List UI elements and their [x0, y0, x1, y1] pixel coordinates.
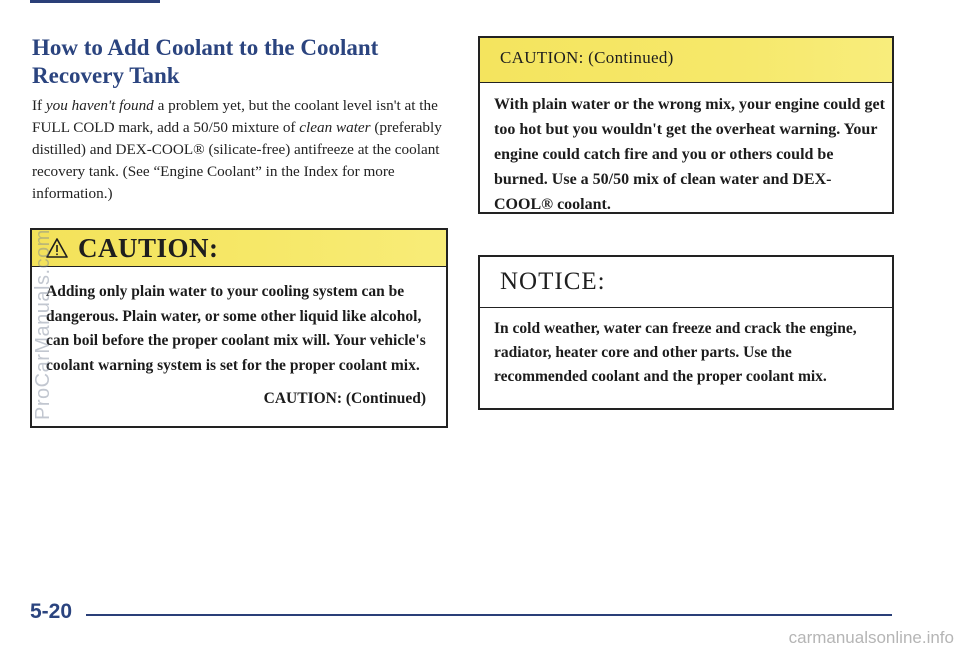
caution-body: Adding only plain water to your cooling system can be dangerous. Plain water, or some other liquid like alcohol, can boil before the proper coolant mix will. Your vehicle's coolant warning system is set for the proper coolant mix. [46, 283, 426, 374]
caution-continued-title: CAUTION: (Continued) [500, 48, 674, 67]
notice-box [478, 255, 894, 410]
intro-text-2: a problem yet, but the coolant level isn't at the FULL COLD mark, add a 50/50 mixture of [32, 97, 438, 136]
caution-continued-label: CAUTION: (Continued) [263, 390, 426, 407]
section-title: How to Add Coolant to the Coolant Recovery Tank [32, 35, 379, 88]
intro-text-1: If [32, 97, 46, 114]
notice-header [480, 257, 892, 308]
bottom-rule [86, 614, 892, 616]
top-rule [30, 0, 160, 3]
caution-box [30, 228, 448, 428]
notice-title: NOTICE: [500, 268, 606, 295]
intro-text-3: (preferably distilled) and DEX-COOL® (silicate-free) antifreeze at the coolant recovery tank. (See “Engine Coolant” in the Index for more information.) [32, 119, 442, 202]
caution-continued-header [480, 38, 892, 83]
side-watermark: ProCarManuals.com [32, 229, 54, 420]
notice-body: In cold weather, water can freeze and crack the engine, radiator, heater core and other parts. Use the recommended coolant and the proper coolant mix. [494, 320, 857, 385]
intro-paragraph [32, 95, 447, 205]
intro-italic-1: you haven't found [45, 97, 154, 114]
caution-header [32, 230, 446, 267]
intro-italic-2: clean water [299, 119, 371, 136]
caution-title: CAUTION: [78, 233, 219, 263]
bottom-watermark: carmanualsonline.info [788, 628, 954, 647]
caution-continued-body: With plain water or the wrong mix, your engine could get too hot but you wouldn't get the overheat warning. Your engine could catch fire and you or others could be burned. Use a 50/50 mix of clean water and DEX-COOL® coolant. [494, 96, 885, 213]
caution-continued-box [478, 36, 894, 214]
page-number: 5-20 [30, 600, 73, 623]
